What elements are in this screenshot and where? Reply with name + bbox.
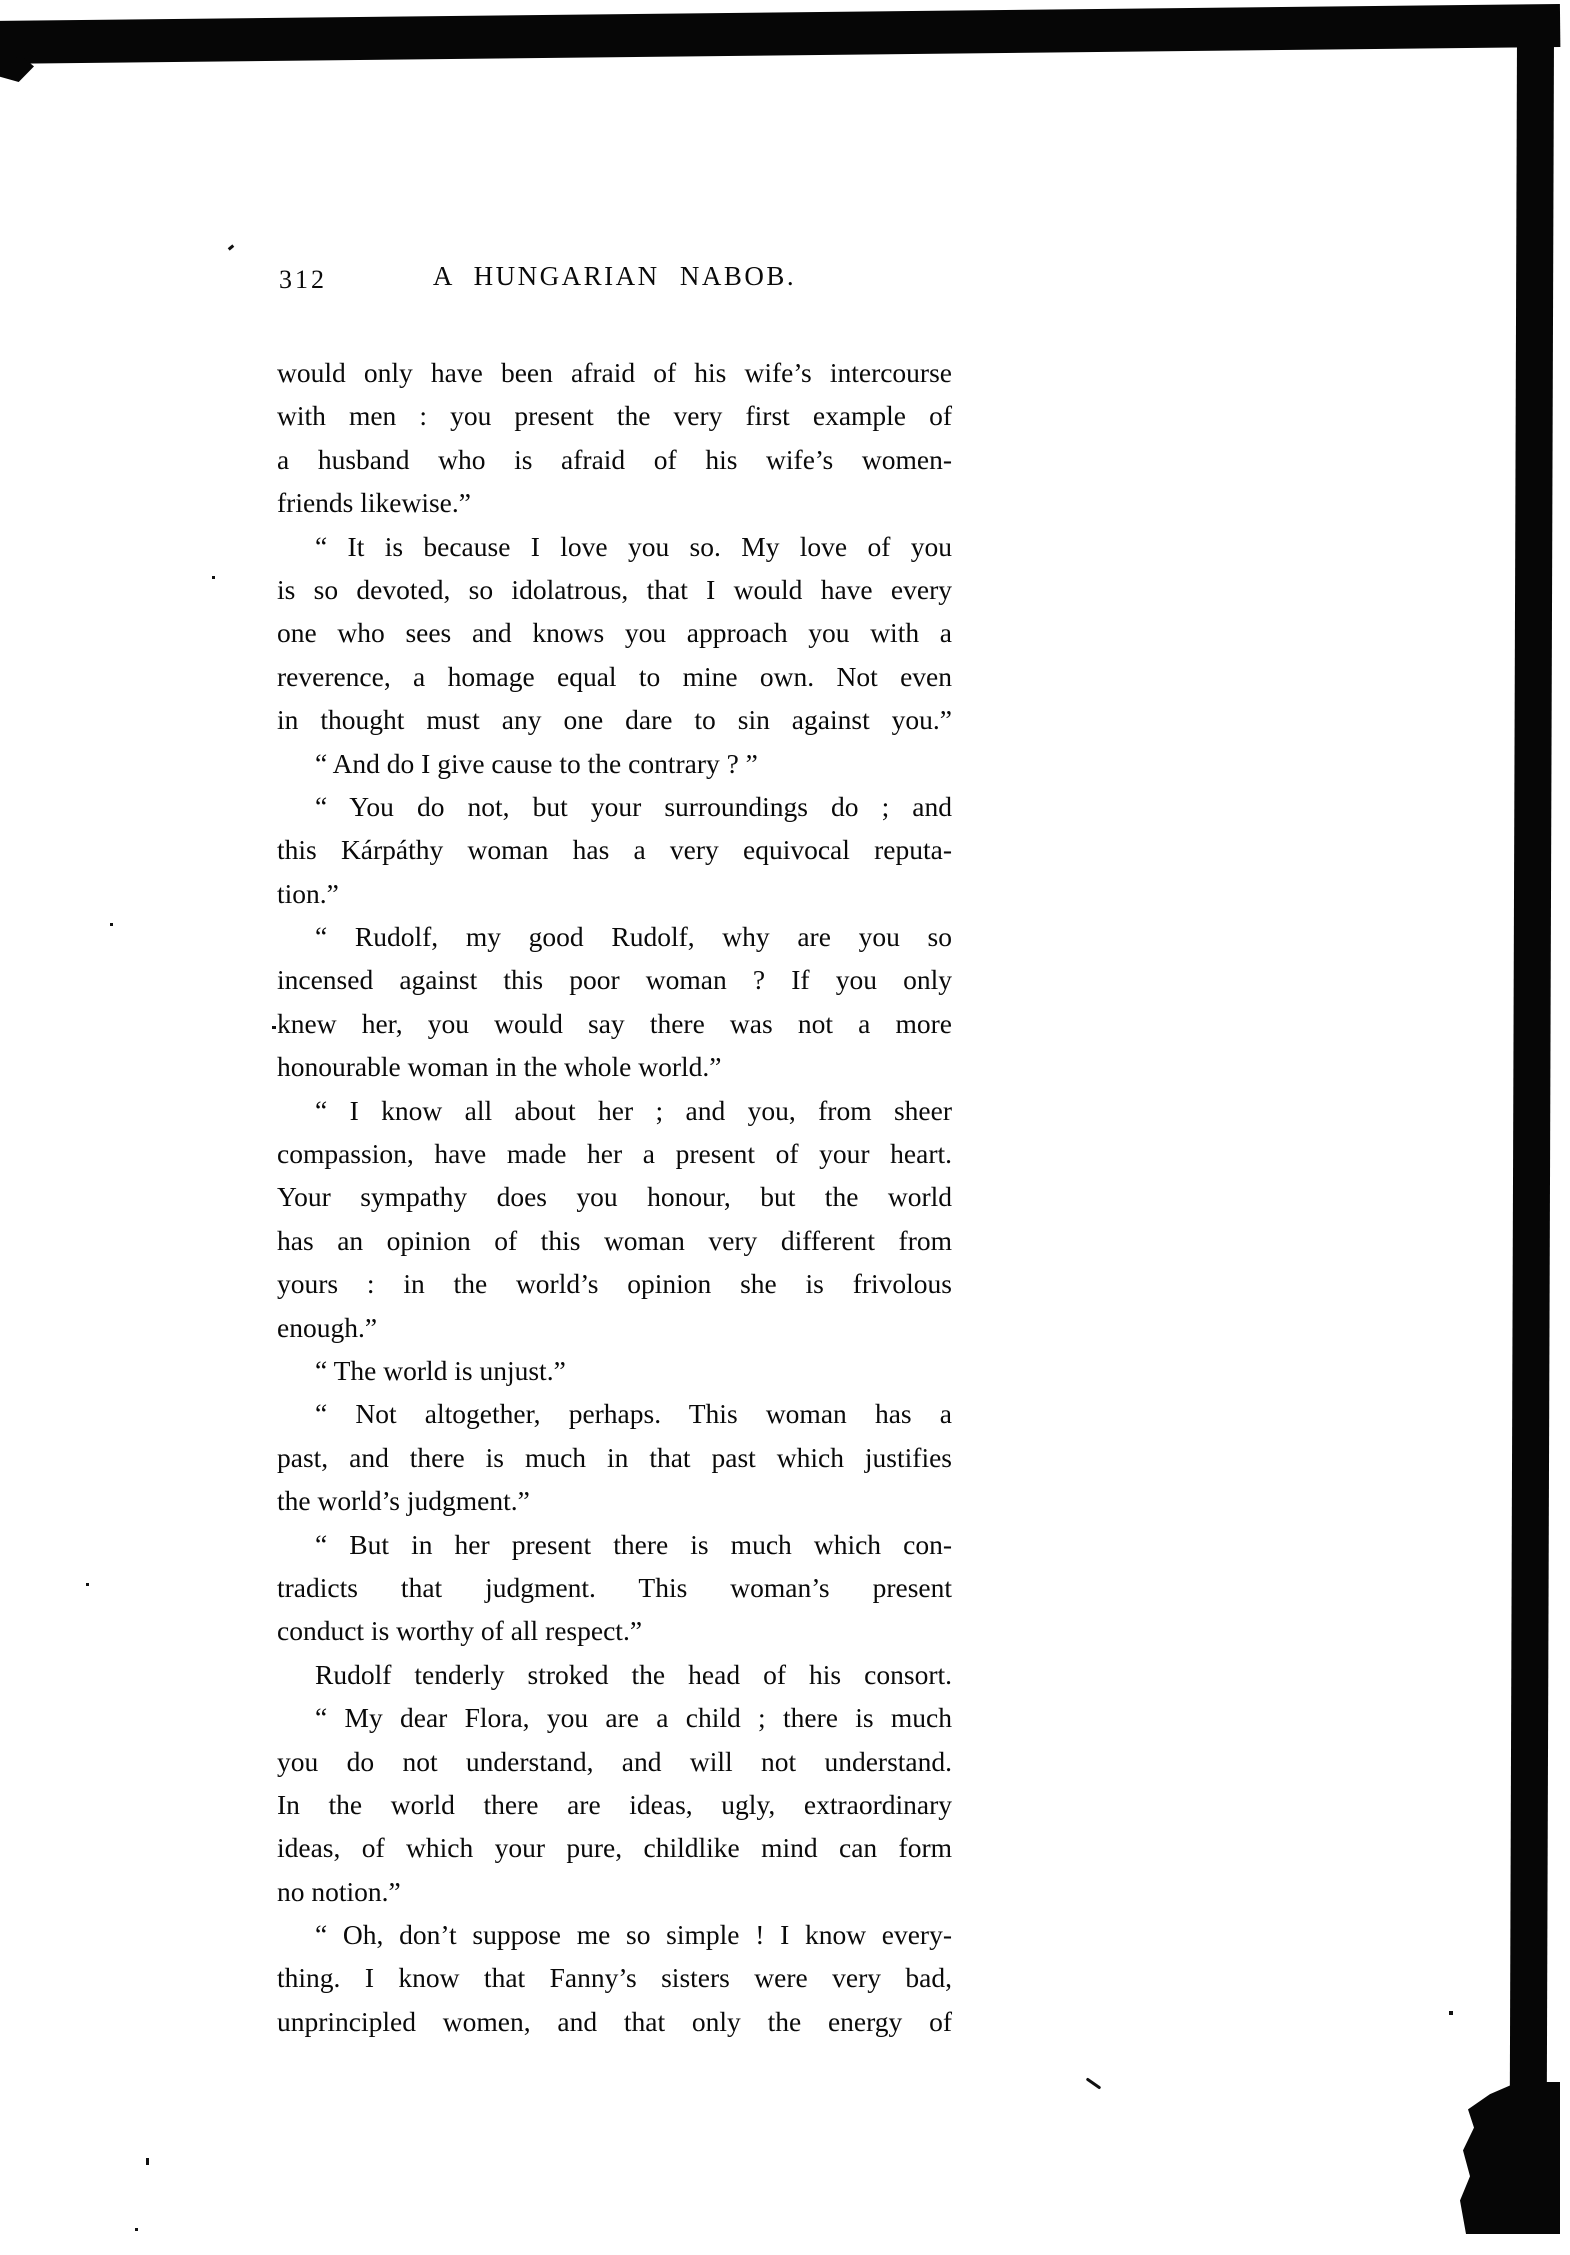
text-line: has an opinion of this woman very different from	[277, 1224, 952, 1256]
body-text	[277, 351, 952, 2043]
text-line: tion.”	[277, 877, 339, 909]
text-line: yours : in the world’s opinion she is frivolous	[277, 1268, 952, 1300]
text-line: “ But in her present there is much which con-	[315, 1528, 952, 1560]
text-line: “ The world is unjust.”	[315, 1354, 566, 1386]
text-line: one who sees and knows you approach you with a	[277, 617, 952, 649]
scan-speckle	[272, 1026, 276, 1029]
text-line: you do not understand, and will not understand.	[277, 1745, 952, 1777]
text-line: in thought must any one dare to sin against you.”	[277, 704, 952, 736]
scan-speckle	[146, 2158, 149, 2165]
scan-speckle	[135, 2228, 138, 2231]
scan-border-right	[1509, 36, 1554, 2233]
text-line: would only have been afraid of his wife’s intercourse	[277, 357, 952, 388]
text-line: a husband who is afraid of his wife’s women-	[277, 443, 952, 475]
text-line: friends likewise.”	[277, 487, 471, 519]
text-line: honourable woman in the whole world.”	[277, 1051, 722, 1083]
text-line: tradicts that judgment. This woman’s present	[277, 1571, 952, 1603]
text-line: no notion.”	[277, 1875, 401, 1907]
scan-speckle	[228, 244, 235, 250]
text-line: In the world there are ideas, ugly, extraordinary	[277, 1788, 952, 1820]
text-line: the world’s judgment.”	[277, 1485, 530, 1517]
scan-speckle	[110, 923, 113, 926]
scan-stray-tick	[1086, 2077, 1102, 2089]
scan-border-top	[0, 4, 1560, 64]
text-line: knew her, you would say there was not a more	[277, 1007, 952, 1039]
text-line: “ It is because I love you so. My love of you	[315, 530, 952, 562]
text-line: “ Rudolf, my good Rudolf, why are you so	[315, 921, 952, 953]
scan-speckle	[1449, 2011, 1453, 2015]
page-number: 312	[279, 265, 327, 294]
text-line: unprincipled women, and that only the energy of	[277, 2005, 952, 2037]
text-line: past, and there is much in that past which justifies	[277, 1441, 952, 1473]
text-line: reverence, a homage equal to mine own. Not even	[277, 660, 952, 692]
page-header	[277, 261, 952, 301]
text-line: enough.”	[277, 1311, 378, 1343]
text-line: “ And do I give cause to the contrary ? ”	[315, 747, 758, 779]
text-line: conduct is worthy of all respect.”	[277, 1615, 643, 1647]
text-line: incensed against this poor woman ? If you only	[277, 964, 952, 996]
text-line: this Kárpáthy woman has a very equivocal reputa-	[277, 834, 952, 866]
text-line: compassion, have made her a present of your heart.	[277, 1138, 952, 1170]
text-line: is so devoted, so idolatrous, that I would have every	[277, 573, 952, 605]
scan-speckle	[86, 1583, 89, 1586]
text-line: Rudolf tenderly stroked the head of his consort.	[315, 1658, 952, 1690]
text-line: ideas, of which your pure, childlike mind can form	[277, 1832, 952, 1864]
text-line: “ You do not, but your surroundings do ; and	[315, 790, 952, 822]
text-line: “ Oh, don’t suppose me so simple ! I know every-	[315, 1919, 952, 1951]
scan-speckle	[212, 576, 215, 579]
text-line: with men : you present the very first example of	[277, 400, 952, 432]
scan-border-right-blob	[1460, 2082, 1560, 2234]
text-line: “ I know all about her ; and you, from sheer	[315, 1094, 952, 1126]
text-line: Your sympathy does you honour, but the world	[277, 1181, 952, 1213]
text-line: “ My dear Flora, you are a child ; there is much	[315, 1702, 952, 1734]
running-header-title: A HUNGARIAN NABOB.	[432, 261, 797, 291]
text-line: “ Not altogether, perhaps. This woman has a	[315, 1398, 952, 1430]
text-line: thing. I know that Fanny’s sisters were very bad,	[277, 1962, 952, 1994]
